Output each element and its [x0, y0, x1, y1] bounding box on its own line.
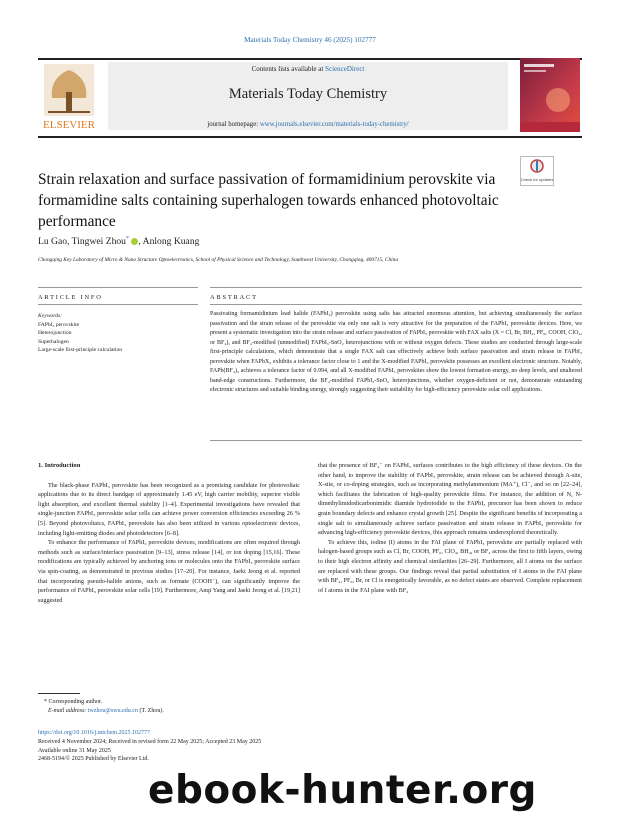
keyword: Heterojunction — [38, 330, 72, 337]
abstract-heading: ABSTRACT — [210, 294, 258, 301]
author-name: Lu Gao — [38, 236, 68, 248]
article-title: Strain relaxation and surface passivation of formamidinium perovskite via formamidine salts containing superhalogen towards enhanced photovoltaic performance — [38, 171, 499, 230]
body-paragraph: To achieve this, iodine (I) atoms in the FAI plane of FAPbI₃ perovskite are partially replaced with halogen-based groups such as Cl, Br, COOH, PF₆, ClO₄, BH₄, or BF₄ across the first to fifth layers, owing to their high electron affinity and chemical similarities [26–29]. Furthermore, all I atoms on the surface are replaced with these groups. Our findings reveal that partial substitution of I atoms in the FAI plane with BF₄, PF₆, Br, or Cl is energetically favorable, as no defect states are observed. Complete replacement of I atoms in the FAI plane with BF₄ — [318, 538, 582, 594]
body-paragraph: that the presence of BF₄⁻ on FAPbI₃ surfaces contributes to the high efficiency of these devices. On the other hand, to improve the stability of FAPbI₃ perovskite, strain release can be achieved through A-site, X-site, or co-doping strategies, such as incorporating methylammonium (MA⁺), Cl⁻, and so on [22–24], which facilitates the fabrication of high-quality perovskite films. For instance, the addition of N, N-dimethylimidodicarbonimidic diamide hydroiodide to the FAPbI₃ precursor has been shown to reduce grain boundary defects and enhance crystal growth [25]. Despite the significant benefits of incorporating a single salt to simultaneously achieve surface passivation and strain release in FAPbI₃ perovskite for advancing high-efficiency perovskite devices, this approach remains underexplored theoretically. — [318, 462, 582, 537]
author-list: Lu Gao, Tingwei Zhou* , Anlong Kuang — [38, 236, 200, 248]
abstract-mid-rule — [210, 304, 582, 305]
homepage-prefix: journal homepage: — [207, 121, 259, 128]
keyword: Superhalogen — [38, 338, 69, 345]
author-name: Anlong Kuang — [142, 236, 200, 248]
body-paragraph: The black-phase FAPbI₃ perovskite has been recognized as a promising candidate for photovoltaic applications due to its direct bandgap of approximately 1.45 eV, high carrier mobility, superior visible light absorption, and excellent thermal stability [1–4]. Experimental investigations have revealed that single-junction FAPbI₃ perovskite solar cells can achieve power conversion efficiencies exceeding 26 % [5]. Beyond photovoltaics, FAPbI₃ perovskite has also been utilized in various optoelectronic devices, including light-emitting diodes and photodetectors [6–8]. — [38, 481, 300, 537]
email-suffix: (T. Zhou). — [139, 708, 164, 714]
received-dates: Received 4 November 2024; Received in revised form 22 May 2025; Accepted 23 May 2025 — [38, 738, 262, 745]
homepage-line — [108, 121, 508, 128]
affiliation: Chongqing Key Laboratory of Micro & Nano Structure Optoelectronics, School of Physical Science and Technology, Southwest University, Chongqing, 400715, China — [38, 257, 399, 263]
email-link[interactable]: twzhou@swu.edu.cn — [87, 708, 138, 714]
keywords-block — [38, 312, 198, 355]
body-paragraph: To enhance the performance of FAPbI₃ perovskite devices, modifications are often required through methods such as surface/interface passivation [9–13], stress release [14], or ion doping [15,16]. These modifications are typically achieved by anchoring ions or molecules onto the FAPbI₃ perovskite surface via spin-coating, as demonstrated in previous studies [17–20]. For instance, Jaeki Jeong et al. reported that incorporating pseudo-halide anions, such as formate (COOH⁻), can significantly improve the performance of FAPbI₃ perovskite solar cells [19]. Furthermore, Anqi Yang and Jaeki Jeong et al. [19,21] suggested — [38, 539, 300, 604]
corresponding-note: * Corresponding author. — [44, 699, 103, 705]
journal-cover-image — [520, 58, 580, 132]
check-for-updates-label: Check for updates — [520, 177, 554, 182]
sciencedirect-link[interactable]: ScienceDirect — [325, 65, 365, 73]
contents-prefix: Contents lists available at — [251, 65, 324, 73]
body-column-right — [318, 461, 582, 595]
email-label: E-mail address: — [48, 708, 87, 714]
elsevier-logo — [38, 62, 100, 132]
abstract-text: Passivating formamidinium lead halide (FAPbI₃) perovskite using salts has attracted enormous attention, but achieving simultaneously the surface passivation and the strain release of the perovskite via only one salt is very attractive for the preparation of the FAPbI₃ perovskite devices. Here, we present a systematic investigation into the strain release and surface passivation of FAPbI₃ perovskite with FAX salts (X = Cl, Br, BH₄, PF₆, COOH, ClO₄, or BF₄), and BF₄-modified (unmodified) FAPbI₃-SnO₂ heterojunctions with or without oxygen defects. These studies are conducted through large-scale first-principle calculations, which demonstrate that a single FAX salt can effectively achieve both surface passivation and strain release in FAPbI₃ perovskite when FAPbX₃ exhibits a tolerance factor close to 1 and the X-modified FAPbI₃ perovskite possesses an excellent electronic structure. Notably, FAPb(BF₄)₃ achieves a tolerance factor of 0.994, and all X-modified FAPbI₃ perovskites show the lowest formation energy, no deep levels, and unaltered band-edge constructions. Furthermore, the BF₄-modified FAPbI₃-SnO₂ heterojunctions, whether oxygen-deficient or not, demonstrate outstanding electronic structures and suitable binding energy, strongly suggesting their suitability for high-efficiency perovskite solar cell applications. — [210, 311, 582, 394]
header-bottom-rule — [38, 136, 582, 138]
abstract-bottom-rule — [210, 440, 582, 441]
section-heading: 1. Introduction — [38, 462, 81, 469]
abstract-top-rule — [210, 287, 582, 288]
keyword: FAPbI₃ perovskite — [38, 321, 80, 328]
contents-line — [108, 65, 508, 73]
info-top-rule — [38, 287, 198, 288]
homepage-link[interactable]: www.journals.elsevier.com/materials-today-chemistry/ — [259, 121, 409, 128]
keywords-label: Keywords: — [38, 313, 63, 319]
header-top-rule — [38, 58, 582, 60]
info-mid-rule — [38, 304, 198, 305]
doi-link[interactable]: https://doi.org/10.1016/j.mtchem.2025.102777 — [38, 730, 151, 736]
journal-title: Materials Today Chemistry — [228, 86, 388, 102]
keyword: Large-scale first-principle calculation — [38, 347, 123, 354]
body-column-left — [38, 462, 300, 605]
watermark-text: ebook-hunter.org — [148, 768, 537, 813]
footnote — [38, 698, 298, 716]
elsevier-wordmark: ELSEVIER — [43, 119, 95, 131]
check-for-updates-badge[interactable] — [520, 156, 554, 186]
footnote-rule — [38, 693, 80, 694]
journal-citation-link[interactable]: Materials Today Chemistry 46 (2025) 102777 — [244, 36, 376, 44]
article-info-heading: ARTICLE INFO — [38, 294, 103, 301]
online-date: Available online 31 May 2025 — [38, 747, 111, 754]
corresponding-mark[interactable]: * — [125, 236, 129, 242]
publication-info — [38, 729, 358, 764]
copyright: 2468-5194/© 2025 Published by Elsevier Ltd. — [38, 756, 149, 763]
author-name: Tingwei Zhou — [71, 236, 126, 248]
orcid-icon[interactable] — [131, 238, 138, 245]
